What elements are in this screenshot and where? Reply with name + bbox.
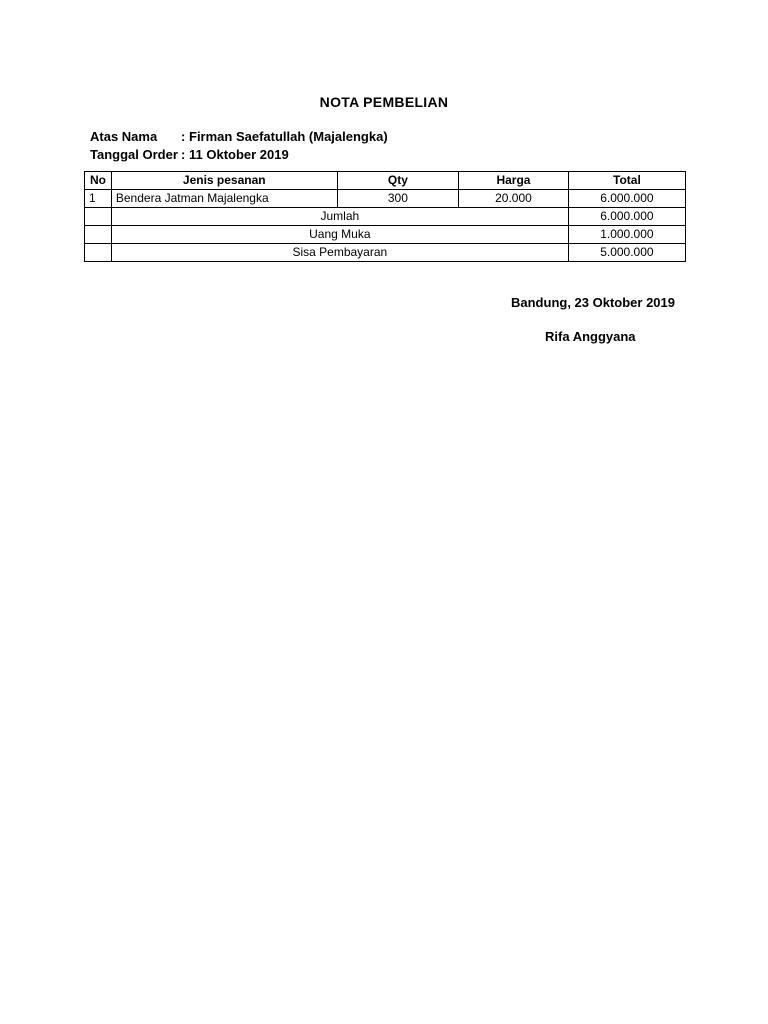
tanggal-order-label: Tanggal Order bbox=[90, 147, 178, 162]
summary-label-uang-muka: Uang Muka bbox=[111, 226, 568, 244]
summary-value-sisa-pembayaran: 5.000.000 bbox=[568, 244, 685, 262]
document-title: NOTA PEMBELIAN bbox=[319, 94, 449, 110]
tanggal-order-value: 11 Oktober 2019 bbox=[189, 147, 289, 162]
colon: : bbox=[181, 147, 186, 162]
cell-harga: 20.000 bbox=[459, 190, 569, 208]
atas-nama-label: Atas Nama bbox=[90, 129, 158, 144]
summary-row-jumlah bbox=[85, 208, 686, 226]
tanggal-order-row bbox=[90, 146, 388, 164]
cell-jenis-pesanan: Bendera Jatman Majalengka bbox=[111, 190, 337, 208]
atas-nama-row bbox=[90, 128, 388, 146]
cell-empty bbox=[85, 208, 112, 226]
signature-place-date: Bandung, 23 Oktober 2019 bbox=[511, 295, 675, 310]
cell-total: 6.000.000 bbox=[568, 190, 685, 208]
order-table bbox=[84, 171, 686, 262]
header-total: Total bbox=[568, 172, 685, 190]
cell-empty bbox=[85, 244, 112, 262]
order-info bbox=[90, 128, 388, 164]
cell-no: 1 bbox=[85, 190, 112, 208]
colon: : bbox=[181, 129, 186, 144]
table-header-row bbox=[85, 172, 686, 190]
cell-qty: 300 bbox=[337, 190, 458, 208]
summary-value-uang-muka: 1.000.000 bbox=[568, 226, 685, 244]
summary-row-uang-muka bbox=[85, 226, 686, 244]
header-jenis-pesanan: Jenis pesanan bbox=[111, 172, 337, 190]
summary-value-jumlah: 6.000.000 bbox=[568, 208, 685, 226]
summary-row-sisa-pembayaran bbox=[85, 244, 686, 262]
header-harga: Harga bbox=[459, 172, 569, 190]
signature-name: Rifa Anggyana bbox=[545, 329, 636, 344]
summary-label-jumlah: Jumlah bbox=[111, 208, 568, 226]
table-row bbox=[85, 190, 686, 208]
atas-nama-value: Firman Saefatullah (Majalengka) bbox=[189, 129, 388, 144]
summary-label-sisa-pembayaran: Sisa Pembayaran bbox=[111, 244, 568, 262]
header-qty: Qty bbox=[337, 172, 458, 190]
cell-empty bbox=[85, 226, 112, 244]
header-no: No bbox=[85, 172, 112, 190]
